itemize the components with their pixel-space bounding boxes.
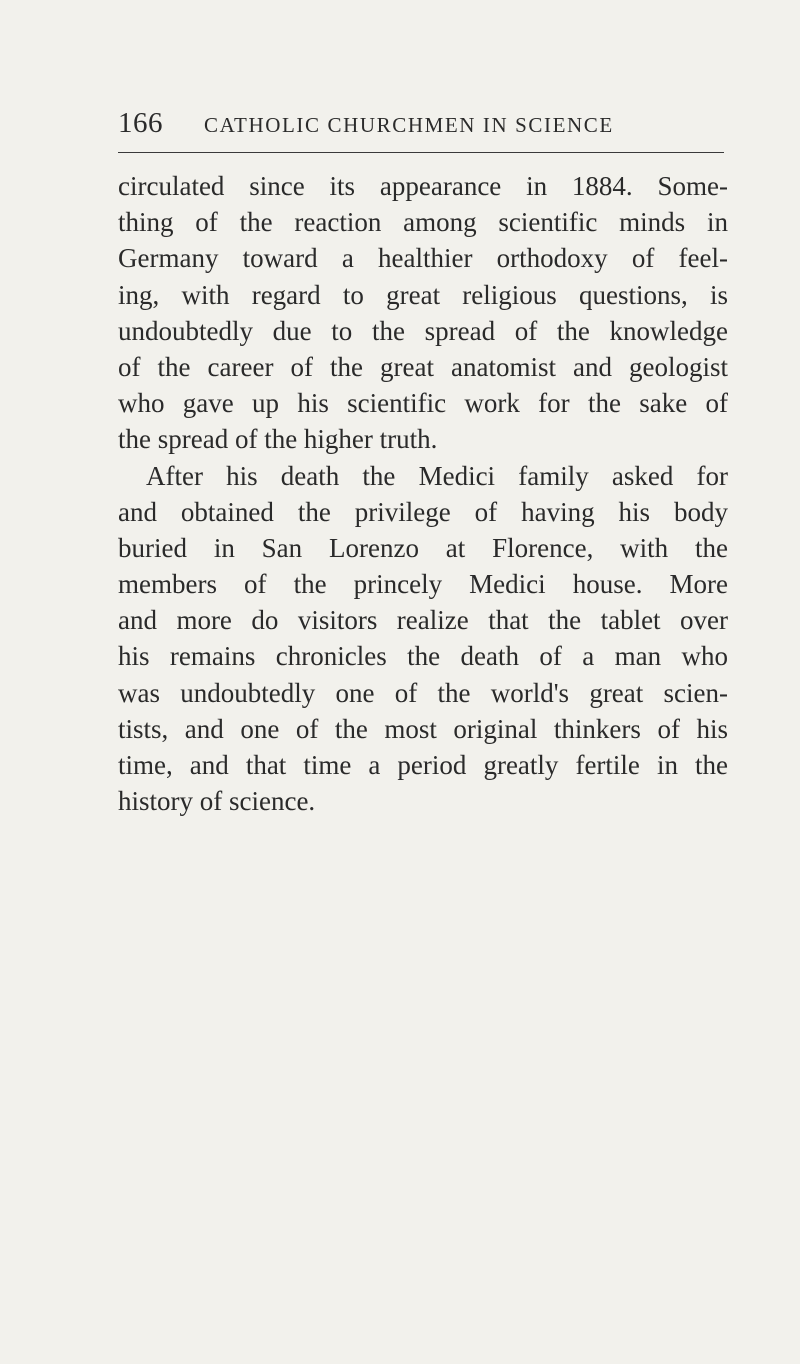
body-text <box>118 168 728 819</box>
text-line: undoubtedly due to the spread of the knowledge <box>118 315 728 346</box>
page-header <box>118 103 722 143</box>
text-line: buried in San Lorenzo at Florence, with the <box>118 532 728 563</box>
paragraph-1 <box>118 168 728 458</box>
text-line: history of science. <box>118 786 316 817</box>
page-number: 166 <box>118 107 163 139</box>
text-line: was undoubtedly one of the world's great scien- <box>118 677 728 708</box>
text-line: tists, and one of the most original thinkers of his <box>118 713 728 744</box>
text-line: of the career of the great anatomist and geologist <box>118 351 728 382</box>
text-line: circulated since its appearance in 1884. Some- <box>118 171 728 201</box>
text-line: time, and that time a period greatly fertile in the <box>118 750 728 780</box>
text-line: and obtained the privilege of having his body <box>118 496 728 527</box>
text-line: and more do visitors realize that the tablet over <box>118 605 728 636</box>
text-line: the spread of the higher truth. <box>118 424 438 455</box>
text-line: his remains chronicles the death of a man who <box>118 641 728 672</box>
text-line: who gave up his scientific work for the sake of <box>118 388 728 419</box>
text-line: members of the princely Medici house. More <box>118 569 728 600</box>
header-rule <box>118 152 724 153</box>
text-line: After his death the Medici family asked for <box>146 460 728 491</box>
text-line: thing of the reaction among scientific minds in <box>118 207 728 238</box>
paragraph-2 <box>118 458 728 820</box>
text-line: ing, with regard to great religious questions, is <box>118 279 728 310</box>
running-title: CATHOLIC CHURCHMEN IN SCIENCE <box>204 113 614 137</box>
text-line: Germany toward a healthier orthodoxy of feel- <box>118 243 728 274</box>
